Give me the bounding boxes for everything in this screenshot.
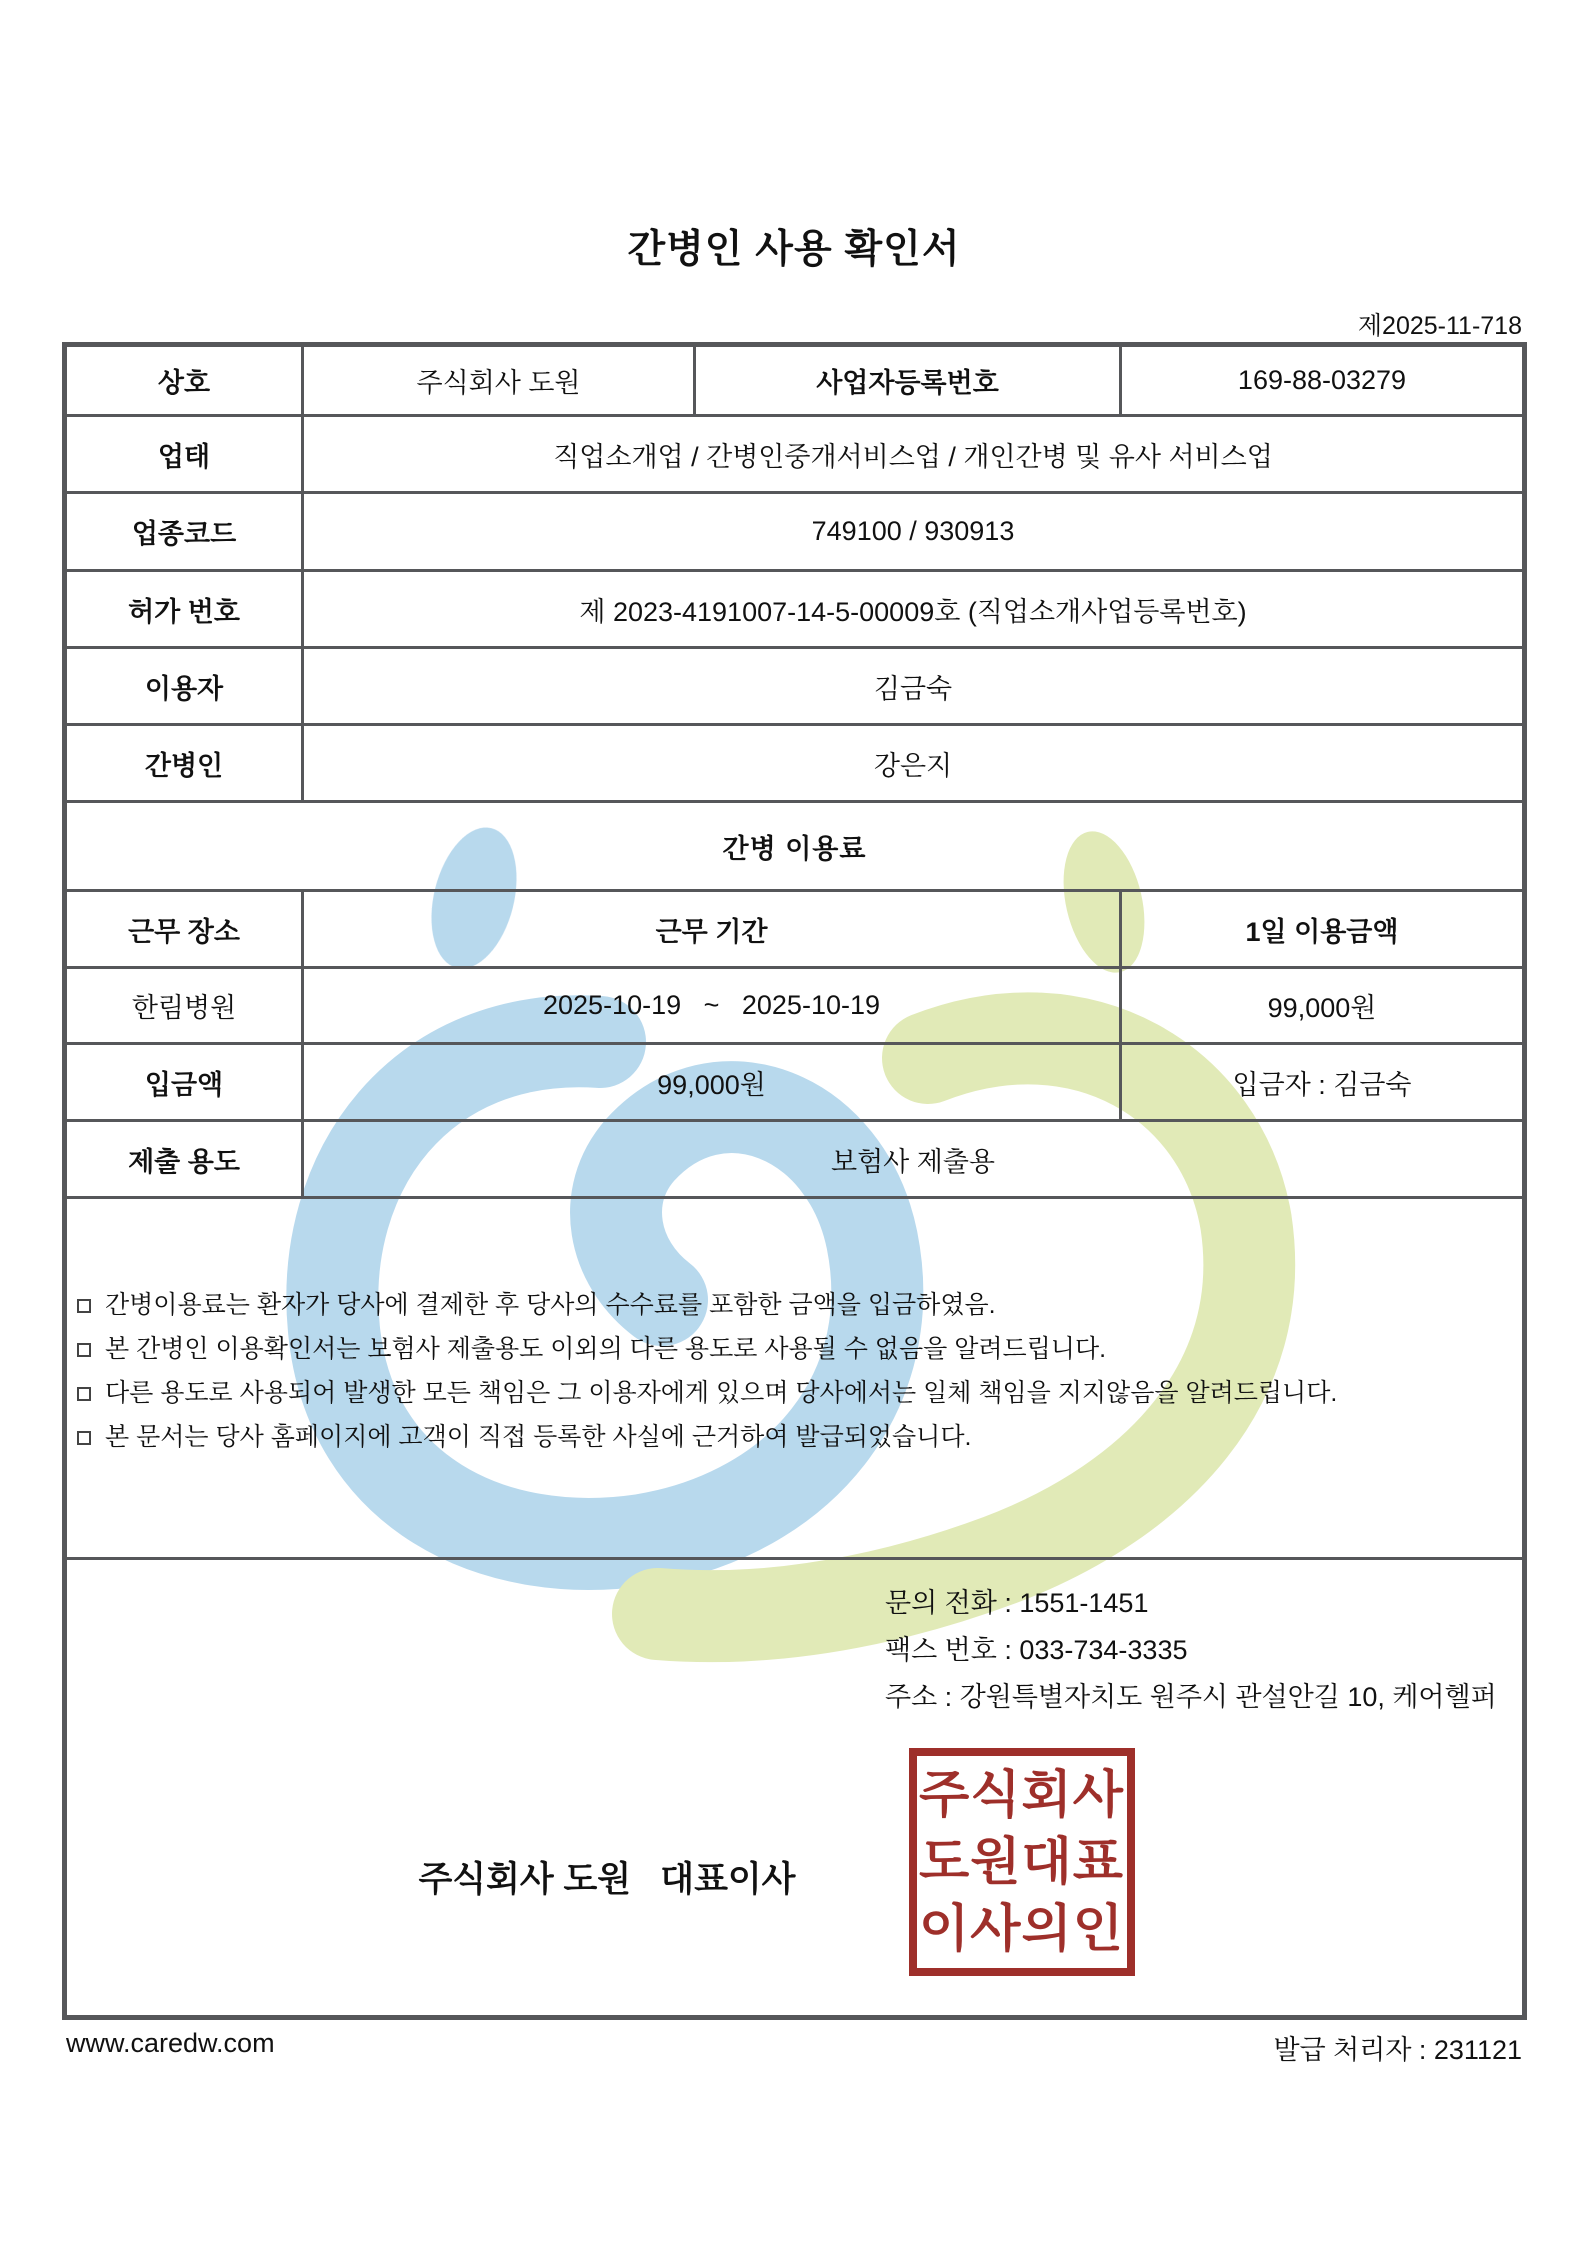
work-period-header: 근무 기간 bbox=[303, 891, 1121, 968]
corporate-seal-stamp bbox=[909, 1748, 1135, 1976]
square-bullet-icon bbox=[77, 1431, 91, 1445]
purpose-label: 제출 용도 bbox=[65, 1121, 303, 1198]
note-item bbox=[77, 1422, 1512, 1466]
table-row bbox=[65, 891, 1525, 968]
note-text: 다른 용도로 사용되어 발생한 모든 책임은 그 이용자에게 있으며 당사에서는 일체 책임을 지지않음을 알려드립니다. bbox=[105, 1379, 1338, 1407]
company-label: 상호 bbox=[65, 345, 303, 416]
work-period-value: 2025-10-19 ~ 2025-10-19 bbox=[303, 968, 1121, 1044]
fee-section-title: 간병 이용료 bbox=[65, 802, 1525, 891]
biz-code-value: 749100 / 930913 bbox=[303, 493, 1525, 571]
table-row bbox=[65, 1559, 1525, 2018]
table-row bbox=[65, 493, 1525, 571]
biz-no-label: 사업자등록번호 bbox=[695, 345, 1121, 416]
caregiver-value: 강은지 bbox=[303, 725, 1525, 802]
depositor-value: : 김금숙 bbox=[1310, 1069, 1412, 1100]
contact-block bbox=[885, 1580, 1497, 1721]
contact-fax: 팩스 번호 : 033-734-3335 bbox=[885, 1635, 1188, 1665]
depositor-cell bbox=[1121, 1044, 1525, 1121]
note-item bbox=[77, 1290, 1512, 1334]
website-url: www.caredw.com bbox=[66, 2028, 275, 2058]
table-row bbox=[65, 1044, 1525, 1121]
permit-label: 허가 번호 bbox=[65, 571, 303, 648]
square-bullet-icon bbox=[77, 1299, 91, 1313]
table-row bbox=[65, 571, 1525, 648]
depositor-label: 입금자 bbox=[1232, 1069, 1311, 1100]
work-place-header: 근무 장소 bbox=[65, 891, 303, 968]
table-row bbox=[65, 725, 1525, 802]
table-row bbox=[65, 968, 1525, 1044]
square-bullet-icon bbox=[77, 1387, 91, 1401]
note-text: 본 문서는 당사 홈페이지에 고객이 직접 등록한 사실에 근거하여 발급되었습니다. bbox=[105, 1423, 972, 1451]
stamp-text-line: 도원대표 bbox=[919, 1833, 1125, 1890]
company-signature-line: 주식회사 도원 대표이사 bbox=[418, 1860, 796, 1899]
user-label: 이용자 bbox=[65, 648, 303, 725]
biz-type-value: 직업소개업 / 간병인중개서비스업 / 개인간병 및 유사 서비스업 bbox=[303, 416, 1525, 493]
contact-phone: 문의 전화 : 1551-1451 bbox=[885, 1588, 1149, 1618]
table-row bbox=[65, 802, 1525, 891]
stamp-text-line: 주식회사 bbox=[919, 1766, 1125, 1823]
table-row bbox=[65, 1198, 1525, 1559]
biz-no-value: 169-88-03279 bbox=[1121, 345, 1525, 416]
company-value: 주식회사 도원 bbox=[303, 345, 695, 416]
permit-value: 제 2023-4191007-14-5-00009호 (직업소개사업등록번호) bbox=[303, 571, 1525, 648]
deposit-amount: 99,000원 bbox=[303, 1044, 1121, 1121]
note-item bbox=[77, 1378, 1512, 1422]
issuer-id: 발급 처리자 : 231121 bbox=[1273, 2035, 1522, 2065]
biz-type-label: 업태 bbox=[65, 416, 303, 493]
table-row bbox=[65, 345, 1525, 416]
table-row bbox=[65, 1121, 1525, 1198]
note-item bbox=[77, 1334, 1512, 1378]
stamp-text-line: 이사의인 bbox=[919, 1900, 1125, 1957]
confirmation-table bbox=[62, 342, 1527, 2020]
deposit-label: 입금액 bbox=[65, 1044, 303, 1121]
signature-cell bbox=[65, 1559, 1525, 2018]
caregiver-label: 간병인 bbox=[65, 725, 303, 802]
square-bullet-icon bbox=[77, 1343, 91, 1357]
biz-code-label: 업종코드 bbox=[65, 493, 303, 571]
page-title: 간병인 사용 확인서 bbox=[627, 228, 961, 271]
main-table-wrap bbox=[62, 342, 1527, 2020]
notes-cell bbox=[65, 1198, 1525, 1559]
user-value: 김금숙 bbox=[303, 648, 1525, 725]
work-place-value: 한림병원 bbox=[65, 968, 303, 1044]
contact-address: 주소 : 강원특별자치도 원주시 관설안길 10, 케어헬퍼 bbox=[885, 1682, 1497, 1712]
note-text: 간병이용료는 환자가 당사에 결제한 후 당사의 수수료를 포함한 금액을 입금하였음. bbox=[105, 1291, 996, 1319]
purpose-value: 보험사 제출용 bbox=[303, 1121, 1525, 1198]
daily-amount-header: 1일 이용금액 bbox=[1121, 891, 1525, 968]
table-row bbox=[65, 416, 1525, 493]
daily-amount-value: 99,000원 bbox=[1121, 968, 1525, 1044]
document-number: 제2025-11-718 bbox=[1357, 312, 1522, 340]
table-row bbox=[65, 648, 1525, 725]
note-text: 본 간병인 이용확인서는 보험사 제출용도 이외의 다른 용도로 사용될 수 없음을 알려드립니다. bbox=[105, 1335, 1107, 1363]
